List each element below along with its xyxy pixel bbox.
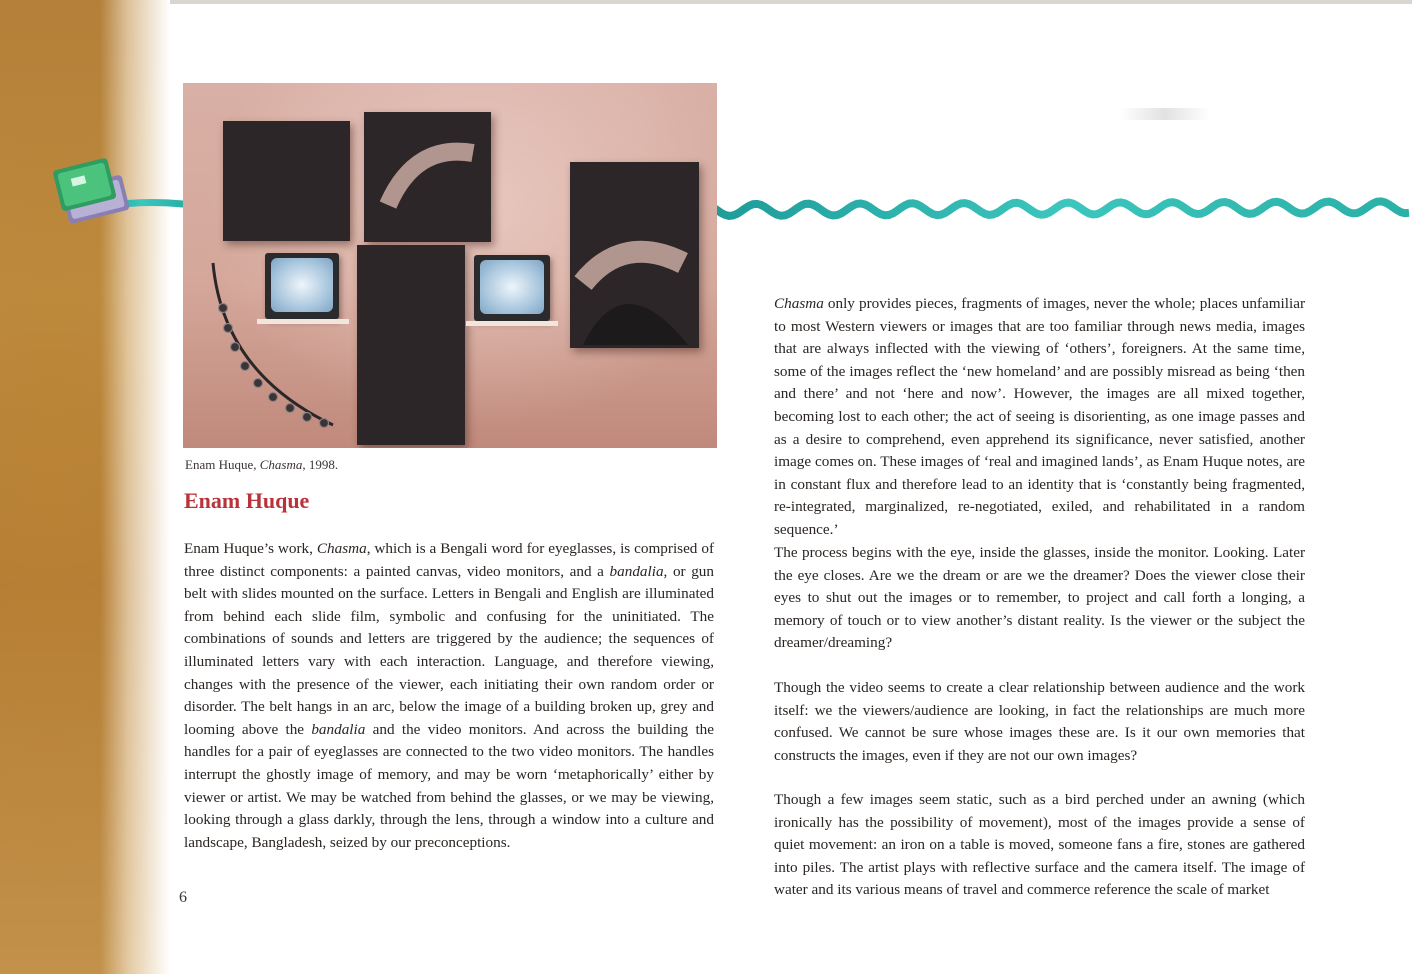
video-monitor-right — [474, 255, 550, 321]
figure-caption — [185, 457, 338, 473]
right-paragraph-1: Chasma only provides pieces, fragments of images, never the whole; places unfamiliar to most Western viewers or images that are too familiar through news media, images that are always inflected with the viewing of ‘others’, foreigners. At the same time, some of the images reflect the ‘new homeland’ and are possibly misread as being ‘then and there’ and not ‘here and now’. However, the images are all mixed together, becoming lost to each other; the act of seeing is disorienting, as one image passes and as a desire to comprehend, even apprehend its significance, never satisfied, another image comes on. These images of ‘real and imagined lands’, as Enam Huque notes, are in constant flux and therefore lead to an identity that is ‘constantly being fragmented, re-integrated, marginalized, re-negotiated, exiled, and rehabilitated in a random sequence.’ — [774, 295, 1305, 538]
video-monitor-left — [265, 253, 339, 319]
caption-author: Enam Huque, — [185, 457, 260, 472]
section-heading: Enam Huque — [184, 488, 310, 513]
left-column-text — [184, 538, 714, 854]
faint-smudge — [1120, 108, 1210, 120]
caption-title: Chasma — [259, 457, 303, 472]
caption-year: , 1998. — [302, 457, 339, 472]
artwork-title: Chasma — [774, 295, 824, 312]
paragraph: Enam Huque’s work, Chasma, which is a Bengali word for eyeglasses, is comprised of three distinct components: a painted canvas, video monitors, and a bandalia, or gun belt with slides mounted on the surface. Letters in Bengali and English are illuminated from behind each slide film, symbolic and confusing for the uninitiated. The combinations of sounds and letters are triggered by the audience; the sequences of illuminated letters vary with each interaction. Language, and therefore viewing, changes with the presence of the viewer, each initiating their own random order or disorder. The belt hangs in an arc, below the image of a building broken up, grey and looming above the bandalia and the video monitors. And across the building the handles for a pair of eyeglasses are connected to the two video monitors. The handles interrupt the ghostly image of memory, and may be worn ‘metaphorically’ either by viewer or artist. We may be watched from behind the glasses, or we may be viewing, looking through a glass darkly, through the lens, through a window into a culture and landscape, Bangladesh, seized by our preconceptions. — [184, 540, 714, 851]
right-paragraph-3: Though the video seems to create a clear relationship between audience and the work itself: we the viewers/audience are looking, in fact the relationships are much more confused. We cannot be sure whose images these are. Is it our own memories that constructs the images, even if they are not our own images? — [774, 679, 1305, 764]
right-paragraph-2: The process begins with the eye, inside the glasses, inside the monitor. Looking. Later the eye closes. Are we the dream or are we the dreamer? Does the viewer close their eyes to shut out the images or to remember, to project and call forth a longing, a memory of touch or to view another’s distant reality. Is the viewer or the subject the dreamer/dreaming? — [774, 544, 1305, 652]
page-number: 6 — [179, 889, 187, 906]
artwork-photo — [183, 83, 717, 448]
right-paragraph-4: Though a few images seem static, such as a bird perched under an awning (which ironically has the possibility of movement), most of the images provide a sense of quiet movement: an iron on a table is moved, someone fans a fire, stones are gathered into piles. The artist plays with reflective surface and the camera itself. The image of water and its various means of travel and commerce reference the scale of market — [774, 791, 1305, 899]
book-icon — [52, 155, 130, 225]
